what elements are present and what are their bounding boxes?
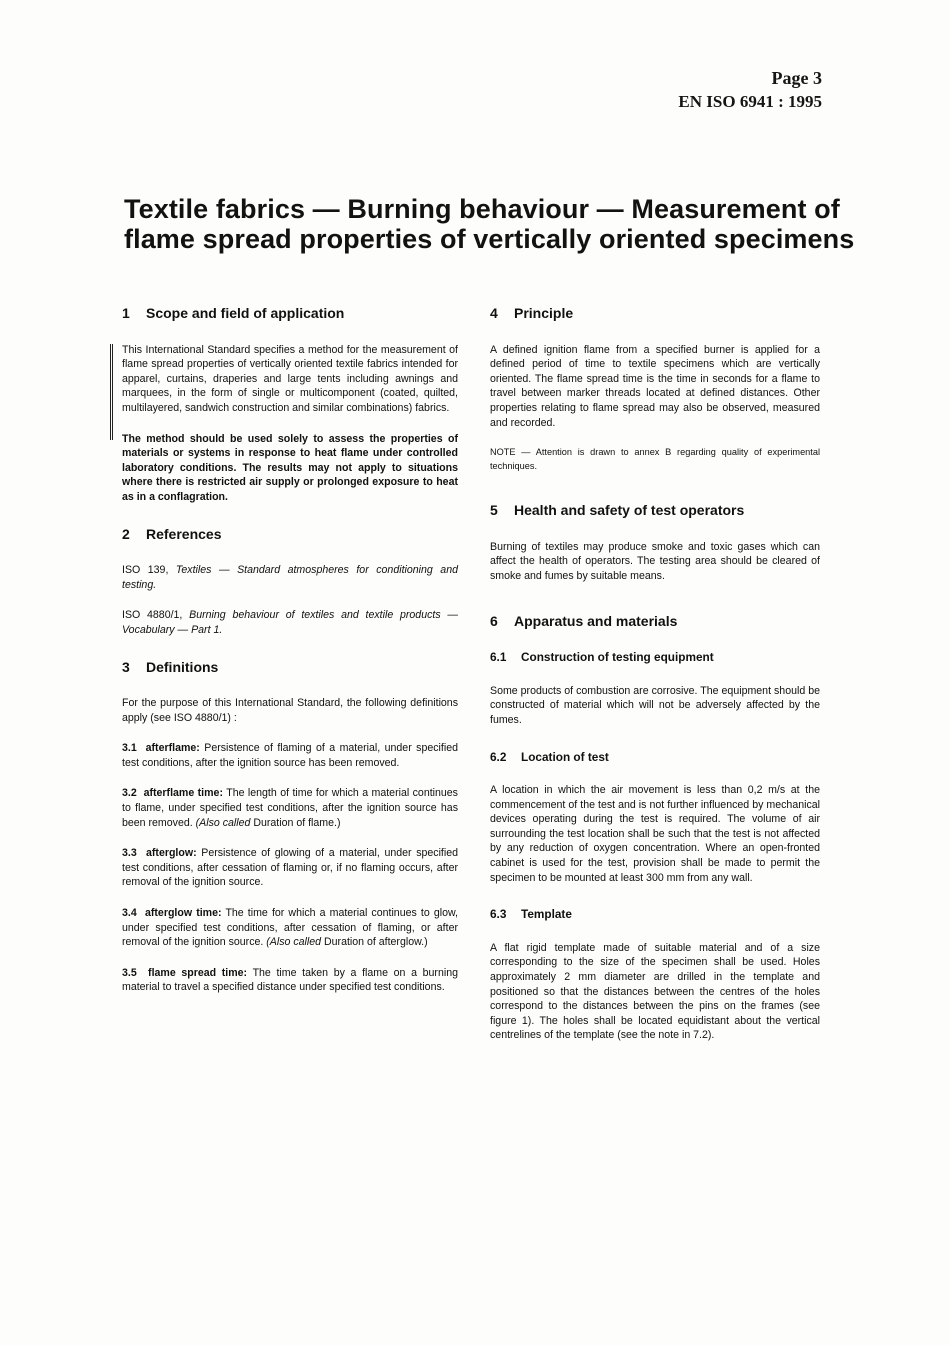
alternative-term: Duration of afterglow.) — [324, 936, 428, 949]
clause-number: 3.1 — [122, 742, 137, 755]
section-title: Scope and field of application — [146, 305, 345, 321]
standard-reference: EN ISO 6941 : 1995 — [678, 92, 822, 111]
subsection-6-3-heading — [490, 907, 820, 922]
document-title-line-1: Textile fabrics — Burning behaviour — Measurement of — [124, 194, 840, 224]
principle-paragraph: A defined ignition flame from a specified burner is applied for a defined period of time to textile specimens which are vertically oriented. The flame spread time is the time in seconds for a flame to travel between marker threads located at defined distances. Other properties relating to flame spread may also be observed, measured and recorded. — [490, 343, 820, 429]
section-5-heading — [490, 503, 820, 518]
left-column — [122, 306, 458, 1011]
reference-iso-139 — [122, 563, 458, 592]
clause-number: 3.4 — [122, 907, 137, 920]
section-title: Apparatus and materials — [514, 612, 678, 629]
definition-afterflame-time — [122, 786, 458, 830]
definition-text: The time taken by a flame on a burning material to travel a specified distance under specified test conditions. — [122, 966, 458, 994]
section-6-heading — [490, 614, 820, 629]
section-number: 3 — [122, 658, 130, 675]
definition-afterglow-time — [122, 906, 458, 950]
definition-term: afterflame: — [145, 742, 200, 755]
section-number: 6 — [490, 612, 498, 629]
definition-term: afterflame time: — [143, 787, 223, 800]
reference-iso-4880 — [122, 608, 458, 637]
section-1-heading — [122, 306, 458, 321]
subsection-6-2-heading — [490, 750, 820, 765]
section-number: 1 — [122, 305, 130, 321]
section-title: Principle — [514, 305, 574, 321]
subsection-title: Location of test — [521, 749, 609, 764]
safety-paragraph: Burning of textiles may produce smoke and toxic gases which can affect the health of operators. The testing area should be cleared of smoke and fumes by suitable means. — [490, 540, 820, 582]
scope-paragraph: This International Standard specifies a method for the measurement of flame spread properties of vertically oriented textile fabrics intended for apparel, curtains, draperies and large tents including awnings and marquees, in the form of single or multicomponent (coated, quilted, multilayered, sandwich construction and similar combinations) fabrics. — [122, 343, 458, 414]
section-3-heading — [122, 660, 458, 675]
definition-afterglow — [122, 846, 458, 890]
definition-text: The time for which a material continues to glow, under specified test conditions, after cessation of flaming, or after removal of the ignition source. — [122, 907, 458, 949]
subsection-number: 6.2 — [490, 749, 507, 764]
clause-number: 3.3 — [122, 847, 137, 860]
section-title: References — [146, 525, 222, 542]
document-title-line-2: flame spread properties of vertically oriented specimens — [124, 224, 855, 254]
subsection-number: 6.1 — [490, 650, 507, 665]
section-title: Definitions — [146, 658, 219, 675]
section-2-heading — [122, 527, 458, 542]
clause-number: 3.5 — [122, 966, 137, 979]
subsection-title: Construction of testing equipment — [521, 650, 714, 665]
section-4-heading — [490, 306, 820, 321]
definition-text: The length of time for which a material continues to flame, under specified test conditions, after the ignition source has been removed. — [122, 787, 458, 829]
definition-afterflame — [122, 741, 458, 770]
reference-code: ISO 4880/1, — [122, 609, 183, 622]
construction-paragraph: Some products of combustion are corrosive. The equipment should be constructed of material which will not be adversely affected by the fumes. — [490, 684, 820, 726]
change-bar — [110, 344, 113, 440]
also-called: (Also called — [266, 936, 322, 949]
template-paragraph: A flat rigid template made of suitable material and of a size corresponding to the size of the specimen shall be used. Holes approximately 2 mm diameter are drilled in the template and positioned so that the distances between the centres of the holes correspond to the distances between the pins on the frames (see figure 1). The holes shall be located equidistant about the vertical centrelines of the template (see the note in 7.2). — [490, 941, 820, 1042]
reference-title: Textiles — Standard atmospheres for conditioning and testing. — [122, 564, 458, 591]
principle-note: NOTE — Attention is drawn to annex B regarding quality of experimental techniques. — [490, 447, 820, 471]
clause-number: 3.2 — [122, 787, 137, 800]
reference-title: Burning behaviour of textiles and textile products — Vocabulary — Part 1. — [122, 609, 458, 636]
alternative-term: Duration of flame.) — [253, 816, 341, 829]
location-paragraph: A location in which the air movement is less than 0,2 m/s at the commencement of the test and is not further influenced by mechanical devices operating during the test is required. The volume of air surrounding the test location shall be such that the test is not affected by any reduction of oxygen concentration. Where an open-fronted cabinet is used for the test, provision shall be made to permit the specimen to be mounted at least 300 mm from any wall. — [490, 784, 820, 884]
definition-flame-spread-time — [122, 966, 458, 995]
definition-term: afterglow time: — [144, 907, 222, 920]
definition-text: Persistence of glowing of a material, under specified test conditions, after cessation of flaming or, if no flaming occurs, after removal of the ignition source. — [122, 847, 459, 889]
section-number: 4 — [490, 305, 498, 321]
page-number: Page 3 — [771, 68, 822, 88]
section-number: 2 — [122, 525, 130, 542]
subsection-title: Template — [521, 907, 572, 922]
definition-term: afterglow: — [146, 847, 197, 860]
subsection-number: 6.3 — [490, 907, 507, 922]
scope-warning-paragraph: The method should be used solely to assess the properties of materials or systems in response to heat flame under controlled laboratory conditions. The results may not apply to situations where there is restricted air supply or prolonged exposure to heat as in a conflagration. — [122, 432, 458, 503]
reference-code: ISO 139, — [122, 564, 169, 577]
definitions-intro: For the purpose of this International Standard, the following definitions apply (see ISO 4880/1) : — [122, 697, 458, 724]
section-title: Health and safety of test operators — [514, 502, 745, 519]
right-column — [490, 306, 820, 1059]
also-called: (Also called — [195, 816, 251, 829]
definition-term: flame spread time: — [148, 966, 248, 979]
definition-text: Persistence of flaming of a material, under specified test conditions, after the ignition source has been removed. — [122, 742, 458, 769]
section-number: 5 — [490, 502, 498, 519]
subsection-6-1-heading — [490, 650, 820, 665]
